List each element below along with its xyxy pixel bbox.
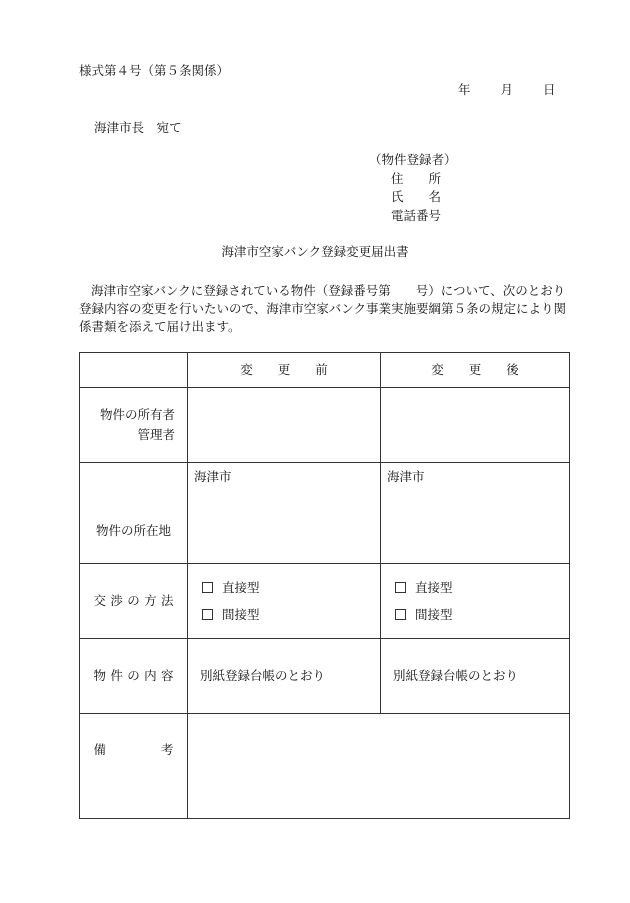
date-year: 年: [458, 82, 471, 97]
document-title: 海津市空家バンク登録変更届出書: [221, 244, 409, 259]
content-after-field[interactable]: 別紙登録台帳のとおり: [381, 639, 570, 714]
table-row: [80, 714, 570, 819]
content-label-char: 件: [110, 667, 123, 683]
phone-label: 電話番号: [391, 207, 442, 223]
body-text: 海津市空家バンクに登録されている物件（登録番号第 号）について、次のとおり登録内容の変更を行いたいので、海津市空家バンク事業実施要綱第５条の規定により関係書類を添えて届け出ます。: [79, 283, 567, 334]
owner-after-field[interactable]: [381, 388, 570, 463]
table-row: [80, 564, 570, 639]
negotiation-label-char: 法: [160, 592, 174, 608]
option-label: 間接型: [222, 607, 260, 622]
notes-label-char: 備: [93, 742, 107, 757]
body-paragraph: [79, 282, 569, 336]
owner-label: [80, 388, 188, 463]
notes-field[interactable]: [188, 714, 570, 819]
content-label-char: 物: [93, 667, 107, 683]
checkbox-icon[interactable]: [202, 582, 213, 593]
option-indirect-after[interactable]: [395, 601, 569, 628]
content-label-char: 容: [160, 667, 174, 683]
change-form-table: [79, 352, 570, 819]
name-label: 氏 名: [391, 189, 442, 204]
owner-label-line1: 物件の所有者: [99, 407, 175, 422]
date-month: 月: [500, 82, 514, 97]
option-indirect-before[interactable]: [202, 601, 380, 628]
table-row: [80, 639, 570, 714]
header-blank-cell: [80, 353, 188, 388]
header-before: 変 更 前: [188, 353, 381, 388]
registrant-block: [369, 154, 457, 228]
option-label: 直接型: [222, 580, 260, 595]
addressee: 海津市長 宛て: [94, 120, 182, 135]
option-direct-before[interactable]: [202, 574, 380, 601]
table-row: [80, 388, 570, 463]
registrant-heading: （物件登録者）: [369, 152, 457, 167]
option-direct-after[interactable]: [395, 574, 569, 601]
negotiation-label-char: の: [127, 592, 140, 608]
owner-before-field[interactable]: [188, 388, 381, 463]
negotiation-label-char: 交: [93, 592, 107, 608]
address-label: 住 所: [391, 170, 442, 186]
content-before-field[interactable]: 別紙登録台帳のとおり: [188, 639, 381, 714]
negotiation-label-char: 渉: [110, 592, 123, 608]
header-after: 変 更 後: [381, 353, 570, 388]
owner-label-line2: 管理者: [137, 427, 175, 442]
date-line: [458, 84, 556, 97]
negotiation-after-options: [381, 564, 570, 639]
table-row: [80, 463, 570, 564]
content-label-char: の: [127, 667, 140, 683]
date-day: 日: [543, 82, 556, 97]
negotiation-label-char: 方: [144, 592, 157, 608]
location-before-field[interactable]: 海津市: [188, 463, 381, 564]
content-label-char: 内: [144, 667, 157, 683]
checkbox-icon[interactable]: [202, 609, 213, 620]
option-label: 間接型: [415, 607, 453, 622]
content-label: [80, 639, 188, 714]
notes-label: [80, 714, 188, 819]
location-label: 物件の所在地: [80, 463, 188, 564]
negotiation-label: [80, 564, 188, 639]
checkbox-icon[interactable]: [395, 582, 406, 593]
table-header-row: [80, 353, 570, 388]
checkbox-icon[interactable]: [395, 609, 406, 620]
location-after-field[interactable]: 海津市: [381, 463, 570, 564]
notes-label-char: 考: [160, 742, 174, 757]
negotiation-before-options: [188, 564, 381, 639]
option-label: 直接型: [415, 580, 453, 595]
form-number: 様式第４号（第５条関係）: [79, 63, 230, 78]
